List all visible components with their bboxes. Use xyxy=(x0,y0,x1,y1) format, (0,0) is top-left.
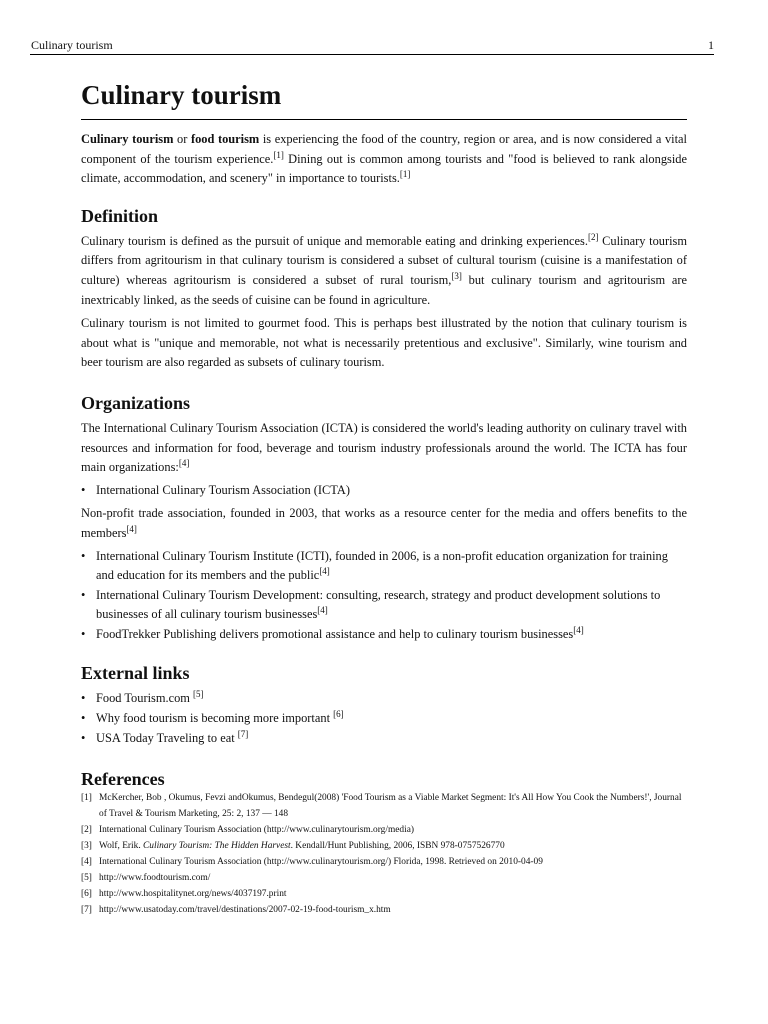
page-number: 1 xyxy=(708,38,714,52)
external-link[interactable]: Food Tourism.com xyxy=(96,691,194,706)
section-heading-definition: Definition xyxy=(81,205,159,226)
organizations-paragraph-2 xyxy=(81,504,687,543)
definition-paragraph-1 xyxy=(81,232,687,310)
reference-item xyxy=(81,838,687,854)
page-title: Culinary tourism xyxy=(81,78,687,120)
list-item-text: International Culinary Tourism Institute (ICTI), founded in 2006, is a non-profit education organization for training and education for its members and the public xyxy=(96,548,668,583)
organizations-text-2: Non-profit trade association, founded in 2003, that works as a resource center for the media and offers benefits to the members xyxy=(81,506,687,540)
reference-text[interactable]: International Culinary Tourism Association (http://www.culinarytourism.org/) Florida, 1998. Retrieved on 2010-04-09 xyxy=(99,857,543,868)
definition-text-a: Culinary tourism is defined as the pursuit of unique and memorable eating and drinking experiences. xyxy=(81,233,588,248)
list-item xyxy=(81,586,687,625)
reference-number: [5] xyxy=(81,873,92,884)
list-item xyxy=(81,547,687,586)
reference-text: McKercher, Bob , Okumus, Fevzi andOkumus, Bendegul(2008) 'Food Tourism as a Viable Market Segment: It's All How You Cook the Numbers!', Journal of Travel & Tourism Marketing, 25: 2, 137 — 148 xyxy=(99,793,682,820)
citation-link[interactable]: [4] xyxy=(126,523,137,534)
list-item-text: International Culinary Tourism Development: consulting, research, strategy and product development solutions to businesses of all culinary tourism businesses xyxy=(96,587,661,622)
citation-link[interactable]: [1] xyxy=(399,169,411,180)
external-links-list xyxy=(81,689,687,748)
intro-text-b: Dining out is common among tourists and "food is believed to rank alongside climate, accommodation, and scenery" in importance to tourists. xyxy=(81,151,687,186)
reference-item xyxy=(81,886,687,902)
reference-link[interactable]: http://www.usatoday.com/travel/destinations/2007-02-19-food-tourism_x.htm xyxy=(99,905,391,916)
intro-term-culinary: Culinary tourism xyxy=(81,132,174,146)
organizations-text-1: The International Culinary Tourism Association (ICTA) is considered the world's leading authority on culinary travel with resources and information for food, beverage and tourism industry professionals around the world. The ICTA has four main organizations: xyxy=(81,420,687,475)
reference-text[interactable]: International Culinary Tourism Association (http://www.culinarytourism.org/media) xyxy=(99,825,415,836)
reference-number: [2] xyxy=(81,825,92,836)
external-link-item xyxy=(81,709,687,729)
intro-term-food: food tourism xyxy=(190,132,260,146)
reference-item xyxy=(81,870,687,886)
external-link[interactable]: USA Today Traveling to eat xyxy=(96,730,238,745)
external-link-item xyxy=(81,689,687,709)
references-list xyxy=(81,790,687,918)
citation-link[interactable]: [4] xyxy=(573,624,584,635)
definition-text-b: Culinary tourism differs from agritourism in that culinary tourism is considered a subset of cultural tourism (cuisine is a manifestation of culture) whereas agritourism is considered a subset of rural tourism, xyxy=(81,233,688,287)
reference-text: Wolf, Erik. xyxy=(99,841,144,852)
citation-link[interactable]: [7] xyxy=(237,728,249,739)
reference-number: [6] xyxy=(81,889,92,900)
reference-item xyxy=(81,854,687,870)
reference-item xyxy=(81,790,687,822)
external-link[interactable]: Why food tourism is becoming more important xyxy=(96,711,334,726)
citation-link[interactable]: [1] xyxy=(273,149,284,160)
list-item xyxy=(81,625,687,645)
running-head xyxy=(30,38,714,55)
reference-text: . Kendall/Hunt Publishing, 2006, ISBN 978-0757526770 xyxy=(290,841,505,852)
article-content xyxy=(81,72,687,918)
citation-link[interactable]: [6] xyxy=(333,709,344,720)
definition-paragraph-2: Culinary tourism is not limited to gourmet food. This is perhaps best illustrated by the notion that culinary tourism is about what is "unique and memorable, not what is necessarily pretentious and exclusive". Similarly, wine tourism and beer tourism are also regarded as subsets of culinary tourism. xyxy=(81,316,687,370)
definition-text-c: but culinary tourism and agritourism are inextricably linked, as the seeds of cuisine can be found in agriculture. xyxy=(81,272,687,307)
reference-number: [1] xyxy=(81,793,92,804)
list-item: • International Culinary Tourism Association (ICTA) xyxy=(81,481,687,501)
section-heading-organizations: Organizations xyxy=(81,392,191,413)
reference-item xyxy=(81,902,687,918)
citation-link[interactable]: [3] xyxy=(451,270,462,281)
list-item-text: FoodTrekker Publishing delivers promotional assistance and help to culinary tourism businesses xyxy=(96,626,574,641)
organizations-list-1 xyxy=(81,481,687,501)
external-link-item xyxy=(81,729,687,749)
intro-or: or xyxy=(173,132,191,146)
citation-link[interactable]: [4] xyxy=(319,566,330,577)
citation-link[interactable]: [2] xyxy=(587,231,599,242)
reference-link[interactable]: http://www.foodtourism.com/ xyxy=(99,873,211,884)
reference-title: Culinary Tourism: The Hidden Harvest xyxy=(143,841,291,852)
reference-number: [3] xyxy=(81,841,92,852)
reference-link[interactable]: http://www.hospitalitynet.org/news/4037197.print xyxy=(99,889,287,900)
citation-link[interactable]: [4] xyxy=(178,458,190,469)
organizations-list-2 xyxy=(81,547,687,645)
intro-text-a: is experiencing the food of the country, region or area, and is now considered a vital component of the tourism experience. xyxy=(81,132,687,166)
reference-number: [4] xyxy=(81,857,92,868)
reference-number: [7] xyxy=(81,905,92,916)
intro-paragraph xyxy=(81,130,687,189)
organizations-paragraph-1 xyxy=(81,419,687,478)
section-heading-references: References xyxy=(81,769,165,790)
citation-link[interactable]: [5] xyxy=(193,689,204,700)
citation-link[interactable]: [4] xyxy=(317,605,328,616)
reference-item xyxy=(81,822,687,838)
running-head-title: Culinary tourism xyxy=(31,38,113,52)
section-heading-external-links: External links xyxy=(81,663,190,684)
